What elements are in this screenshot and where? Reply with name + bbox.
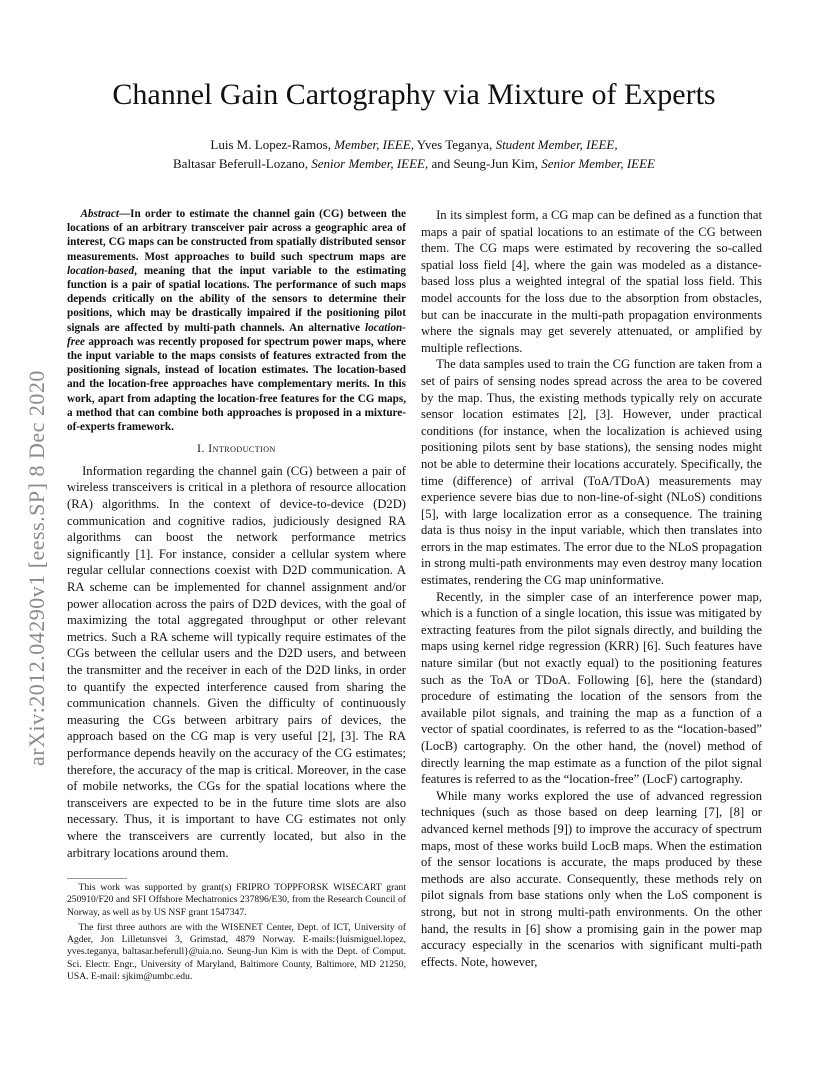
arxiv-identifier[interactable]: arXiv:2012.04290v1 [eess.SP] 8 Dec 2020 [24, 370, 49, 766]
author-name: and Seung-Jun Kim, [428, 156, 542, 171]
body-paragraph: While many works explored the use of advanced regression techniques (such as those based on deep learning [7], [8] or advanced kernel methods [9]) to improve the accuracy of spectrum maps, most of these works build LocB maps. When the estimation of the sensor locations is accurate, the maps produced by these methods are also accurate. Consequently, these methods rely on pilot signals from base stations only when the LoS component is strong, but not in strong multi-path environments. On the other hand, the results in [6] show a promising gain in the power map accuracy especially in the scenarios with significant multi-path effects. Note, however, [421, 788, 762, 969]
abstract-text: , meaning that the input variable to the estimating function is a pair of spatial locations. The performance of such maps depends critically on the ability of the sensors to determine their positions, which may be drastically impaired if the positioning pilot signals are affected by multi-path channels. An alternative [67, 264, 406, 334]
body-paragraph: Recently, in the simpler case of an interference power map, which is a function of a single location, this issue was mitigated by extracting features from the pilot signals directly, and building the maps using kernel ridge regression (KRR) [6]. Such features have nature similar (but not exactly equal) to the positioning features such as the ToA or TDoA. Following [6], here the (standard) procedure of estimating the location of the sensors from the available pilot signals, and training the map as a function of a vector of spatial coordinates, is referred to as the “location-based” (LocB) cartography. On the other hand, the (novel) method of directly learning the map estimate as a function of the pilot signal features is referred to as the “location-free” (LocF) cartography. [421, 589, 762, 787]
footnote-affiliations: The first three authors are with the WISENET Center, Dept. of ICT, University of Agder, Jon Lilletunsvei 3, Grimstad, 4879 Norway. E-mails:{luismiguel.lopez, yves.teganya, baltasar.beferull}@uia.no. Seung-Jun Kim is with the Dept. of Comput. Sci. Electr. Engr., University of Maryland, Baltimore County, Baltimore, MD 21250, USA. E-mail: sjkim@umbc.edu. [67, 921, 406, 983]
footnote-funding: This work was supported by grant(s) FRIPRO TOPPFORSK WISECART grant 250910/F20 and SFI Offshore Mechatronics 237896/E30, from the Research Council of Norway, as well as by US NSF grant 1547347. [67, 882, 406, 918]
author-name: Baltasar Beferull-Lozano, [173, 156, 312, 171]
author-role: Member, IEEE, [334, 137, 415, 152]
author-name: Luis M. Lopez-Ramos, [210, 137, 335, 152]
abstract-label: Abstract [80, 208, 119, 220]
author-role: Senior Member, IEEE, [311, 156, 429, 171]
author-role: Student Member, IEEE, [495, 137, 618, 152]
footnotes [67, 882, 406, 986]
author-list [60, 135, 768, 173]
body-paragraph: In its simplest form, a CG map can be defined as a function that maps a pair of spatial locations to an estimate of the CG between them. The CG maps were estimated by recovering the so-called spatial loss field [4], where the gain was modeled as a distance-based loss plus a weighted integral of the spatial loss field. This model accounts for the loss due to the absorption from obstacles, but can be inaccurate in the multi-path propagation environments where the signals may get severely attenuated, or amplified by multiple reflections. [421, 208, 762, 355]
right-column [421, 207, 762, 970]
arxiv-stamp [18, 290, 58, 770]
paper-title: Channel Gain Cartography via Mixture of Experts [112, 78, 716, 111]
abstract-text: approach was recently proposed for spectrum power maps, where the input variable to the maps consists of features extracted from the positioning signals, instead of location estimates. The location-based and the location-free approaches have complementary merits. In this work, apart from adapting the location-free features for the CG maps, a method that can combine both approaches is proposed in a mixture-of-experts framework. [67, 335, 406, 434]
left-column [67, 207, 406, 861]
abstract-emphasis: location-based [67, 264, 135, 277]
section-heading-introduction: I. Introduction [197, 443, 276, 456]
body-paragraph: Information regarding the channel gain (CG) between a pair of wireless transceivers is critical in a plethora of resource allocation (RA) algorithms. In the context of device-to-device (D2D) communication and cognitive radios, judiciously designed RA algorithms can boost the network performance metrics significantly [1]. For instance, consider a cellular system where regular cellular connections coexist with D2D communication. A RA scheme can be implemented for channel assignment and/or power allocation across the pairs of D2D devices, with the goal of maximizing the total aggregated throughput or other relevant metrics. Such a RA scheme will typically require estimates of the CGs between the cellular users and the D2D users, and between the transmitter and the receiver in each of the D2D links, in order to quantify the expected interference caused from sharing the communication channels. Given the difficulty of continuously measuring the CGs between arbitrary pairs of devices, the approach based on the CG map is very useful [2], [3]. The RA performance depends heavily on the accuracy of the CG estimates; therefore, the accuracy of the map is critical. Moreover, in the case of mobile networks, the CGs for the spatial locations where the transceivers are expected to be in the future time slots are also necessary. Thus, it is important to have CG estimates not only where the transceivers are currently located, but also in the arbitrary locations around them. [67, 463, 406, 860]
body-paragraph: The data samples used to train the CG function are taken from a set of pairs of sensing nodes spread across the area to be covered by the map. Thus, the existing methods typically rely on accurate sensor location estimates [2], [3]. However, under practical conditions (for instance, when the localization is achieved using positioning pilots sent by base stations), the sensing nodes might not be able to determine their locations accurately. Specifically, the time (difference) of arrival (ToA/TDoA) measurements may experience severe bias due to non-line-of-sight (NLoS) conditions [5], with large localization error as a consequence. The training data is thus noisy in the input variable, which then translates into errors in the map estimates. The error due to the NLoS propagation in strong multi-path environments may even destroy many location estimates, rendering the CG map uninformative. [421, 357, 762, 588]
author-role: Senior Member, IEEE [541, 156, 655, 171]
abstract-text: —In order to estimate the channel gain (CG) between the locations of an arbitrary transceiver pair across a geographic area of interest, CG maps can be constructed from spatially distributed sensor measurements. Most approaches to build such spectrum maps are [67, 208, 406, 263]
footnote-divider [67, 878, 127, 879]
author-name: Yves Teganya, [414, 137, 496, 152]
abstract-emphasis: location-free [67, 321, 406, 348]
abstract [67, 207, 406, 434]
